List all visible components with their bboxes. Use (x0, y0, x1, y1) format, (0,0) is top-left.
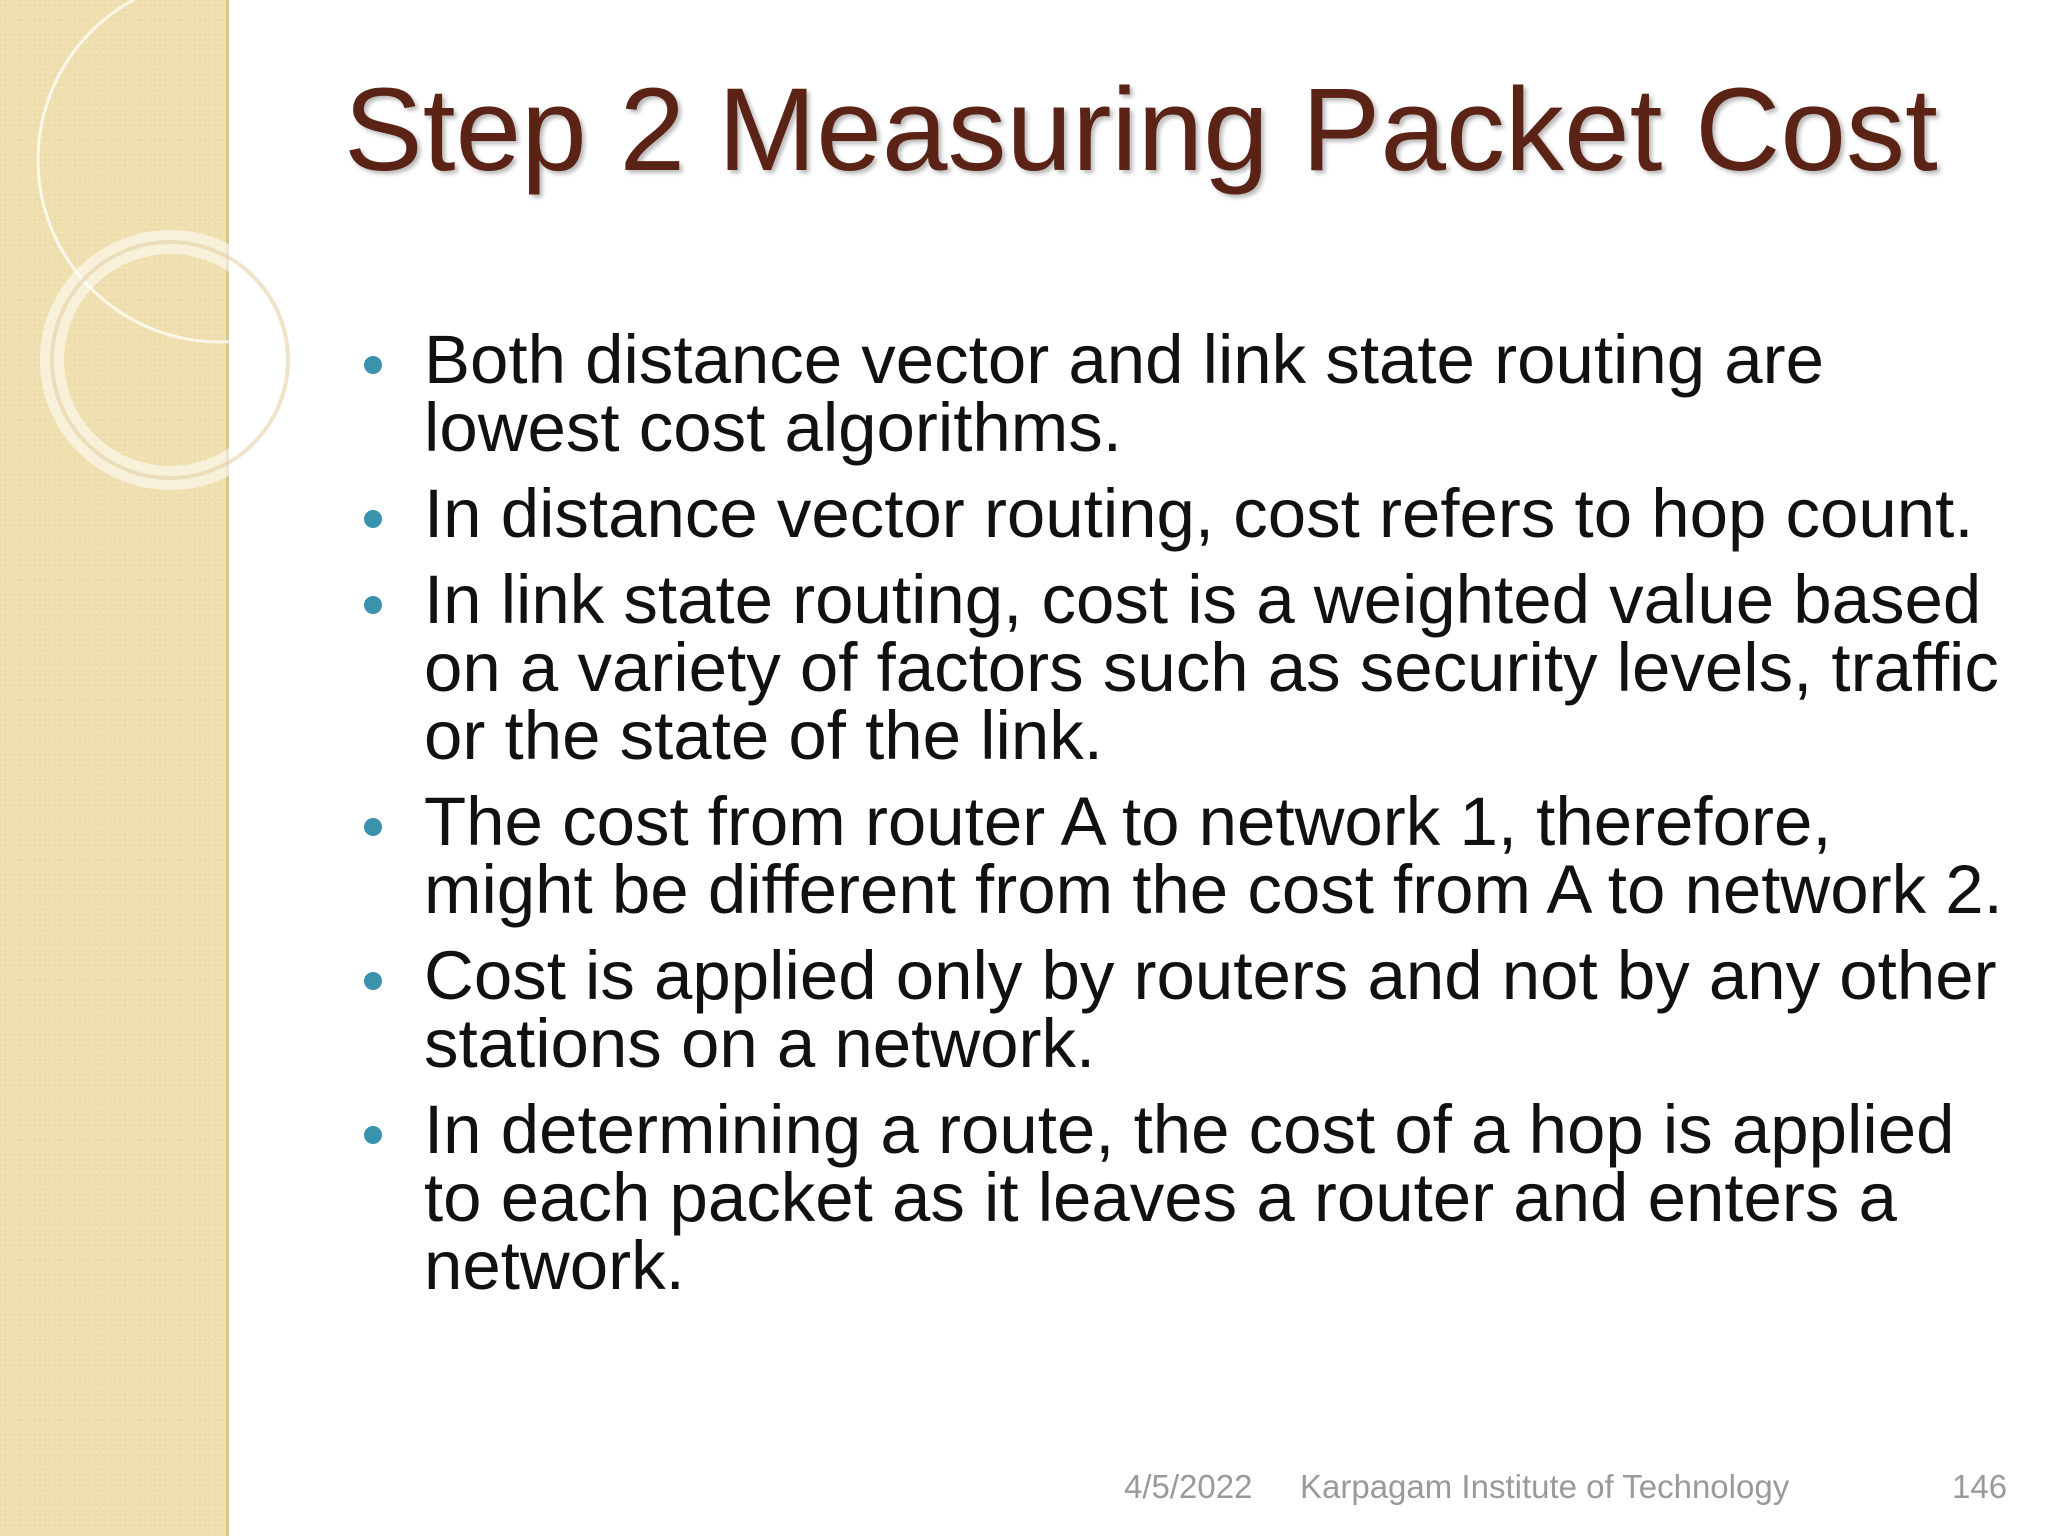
bullet-text: Both distance vector and link state routing are lowest cost algorithms. (424, 321, 1824, 466)
bullet-item (424, 561, 2004, 774)
bullet-text: The cost from router A to network 1, therefore, might be different from the cost from A to network 2. (424, 783, 2003, 928)
footer-organization: Karpagam Institute of Technology (1300, 1468, 1790, 1505)
bullet-text: In distance vector routing, cost refers to hop count. (424, 475, 1974, 552)
bullet-item (424, 475, 2004, 552)
bullet-marker-icon (364, 818, 382, 836)
bullet-item (424, 1091, 2004, 1304)
bullet-item (424, 321, 2004, 466)
bullet-marker-icon (364, 972, 382, 990)
bullet-text: In link state routing, cost is a weighted value based on a variety of factors such as security levels, traffic or the state of the link. (424, 561, 1999, 774)
footer-page-number: 146 (1952, 1468, 2008, 1505)
decorative-sidebar (0, 0, 229, 1536)
footer-date: 4/5/2022 (1124, 1468, 1253, 1505)
bullet-marker-icon (364, 596, 382, 614)
bullet-item (424, 783, 2004, 928)
bullet-text: Cost is applied only by routers and not by any other stations on a network. (424, 937, 1997, 1082)
bullet-marker-icon (364, 1126, 382, 1144)
bullet-marker-icon (364, 356, 382, 374)
bullet-text: In determining a route, the cost of a hop is applied to each packet as it leaves a router and enters a network. (424, 1091, 1955, 1304)
bullet-item (424, 937, 2004, 1082)
bullet-list (424, 321, 2004, 1318)
slide-title: Step 2 Measuring Packet Cost (344, 64, 1938, 196)
bullet-marker-icon (364, 510, 382, 528)
